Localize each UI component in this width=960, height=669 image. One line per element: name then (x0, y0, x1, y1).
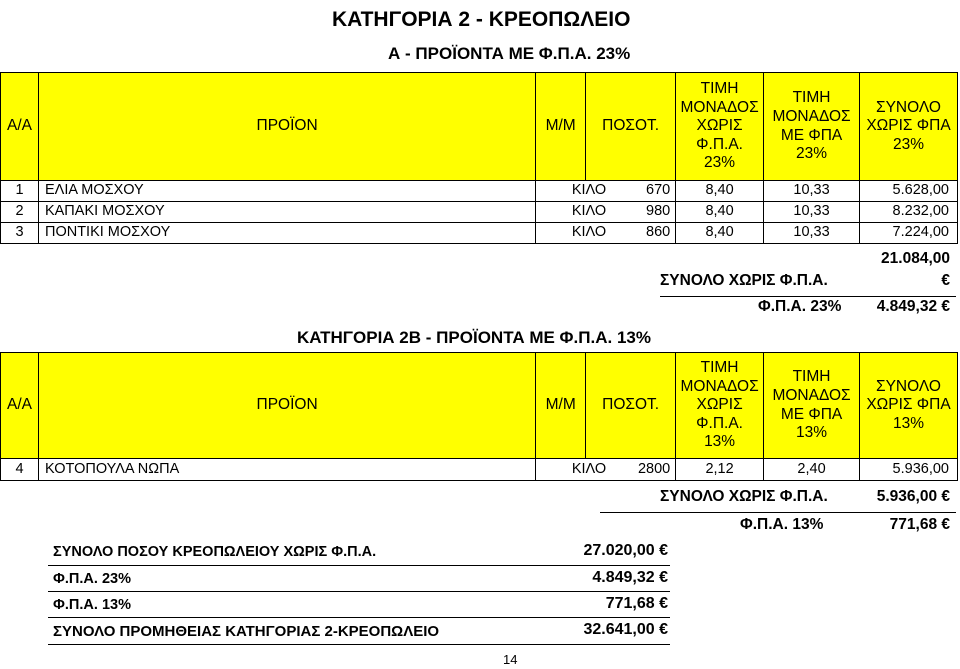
unit-qty-cell: ΚΙΛΟ 670 (536, 181, 676, 202)
header-total: ΣΥΝΟΛΟ ΧΩΡΙΣ ΦΠΑ 13% (860, 353, 958, 459)
section-b-sum-value: 5.936,00 € (876, 488, 950, 505)
section-a-table (0, 72, 958, 244)
table-row: 3 ΠΟΝΤΙΚΙ ΜΟΣΧΟΥ ΚΙΛΟ 860 8,40 10,33 7.224,00 (1, 223, 958, 244)
unit-qty-cell: ΚΙΛΟ 860 (536, 223, 676, 244)
unit-qty-cell: ΚΙΛΟ 2800 (536, 459, 676, 481)
section-b-subtitle: ΚΑΤΗΓΟΡΙΑ 2Β - ΠΡΟΪΟΝΤΑ ΜΕ Φ.Π.Α. 13% (297, 328, 651, 347)
section-a-sum-label: ΣΥΝΟΛΟ ΧΩΡΙΣ Φ.Π.Α. (660, 272, 828, 289)
section-b-sum-label: ΣΥΝΟΛΟ ΧΩΡΙΣ Φ.Π.Α. (660, 488, 828, 505)
section-a-sum-currency: € (941, 272, 950, 289)
header-price-no-vat: ΤΙΜΗ ΜΟΝΑΔΟΣ ΧΩΡΙΣ Φ.Π.Α. 23% (676, 73, 764, 181)
header-aa: Α/Α (1, 73, 39, 181)
divider (660, 296, 956, 297)
table-row: 2 ΚΑΠΑΚΙ ΜΟΣΧΟΥ ΚΙΛΟ 980 8,40 10,33 8.232,00 (1, 202, 958, 223)
page-title: ΚΑΤΗΓΟΡΙΑ 2 - ΚΡΕΟΠΩΛΕΙΟ (332, 8, 631, 31)
header-product: ΠΡΟΪΟΝ (38, 73, 535, 181)
divider (600, 512, 956, 513)
summary-row: ΣΥΝΟΛΟ ΠΡΟΜΗΘΕΙΑΣ ΚΑΤΗΓΟΡΙΑΣ 2-ΚΡΕΟΠΩΛΕΙΟ 32.641,00 € (48, 617, 670, 645)
section-a-subtitle: Α - ΠΡΟΪΟΝΤΑ ΜΕ Φ.Π.Α. 23% (388, 44, 631, 63)
header-price-no-vat: ΤΙΜΗ ΜΟΝΑΔΟΣ ΧΩΡΙΣ Φ.Π.Α. 13% (676, 353, 764, 459)
section-a-header-row (1, 73, 958, 181)
section-b-vat-label: Φ.Π.Α. 13% (740, 516, 824, 533)
table-row: 1 ΕΛΙΑ ΜΟΣΧΟΥ ΚΙΛΟ 670 8,40 10,33 5.628,00 (1, 181, 958, 202)
summary-block (48, 538, 670, 645)
header-qty: ΠΟΣΟΤ. (586, 73, 676, 181)
table-row: 4 ΚΟΤΟΠΟΥΛΑ ΝΩΠΑ ΚΙΛΟ 2800 2,12 2,40 5.936,00 (1, 459, 958, 481)
section-b-header-row (1, 353, 958, 459)
summary-row: ΣΥΝΟΛΟ ΠΟΣΟΥ ΚΡΕΟΠΩΛΕΙΟΥ ΧΩΡΙΣ Φ.Π.Α. 27.020,00 € (53, 542, 668, 560)
summary-row: Φ.Π.Α. 13% 771,68 € (48, 591, 670, 617)
header-unit: Μ/Μ (536, 73, 586, 181)
header-price-vat: ΤΙΜΗ ΜΟΝΑΔΟΣ ΜΕ ΦΠΑ 13% (764, 353, 860, 459)
unit-qty-cell: ΚΙΛΟ 980 (536, 202, 676, 223)
summary-row: Φ.Π.Α. 23% 4.849,32 € (48, 565, 670, 591)
header-product: ΠΡΟΪΟΝ (38, 353, 535, 459)
header-aa: Α/Α (1, 353, 39, 459)
section-a-vat-value: 4.849,32 € (876, 298, 950, 315)
header-price-vat: ΤΙΜΗ ΜΟΝΑΔΟΣ ΜΕ ΦΠΑ 23% (764, 73, 860, 181)
section-a-sum-value: 21.084,00 (881, 250, 950, 267)
section-b-table (0, 352, 958, 481)
header-qty: ΠΟΣΟΤ. (586, 353, 676, 459)
header-unit: Μ/Μ (536, 353, 586, 459)
section-b-vat-value: 771,68 € (889, 516, 950, 533)
section-a-vat-label: Φ.Π.Α. 23% (758, 298, 842, 315)
header-total: ΣΥΝΟΛΟ ΧΩΡΙΣ ΦΠΑ 23% (860, 73, 958, 181)
page-number: 14 (503, 652, 518, 667)
